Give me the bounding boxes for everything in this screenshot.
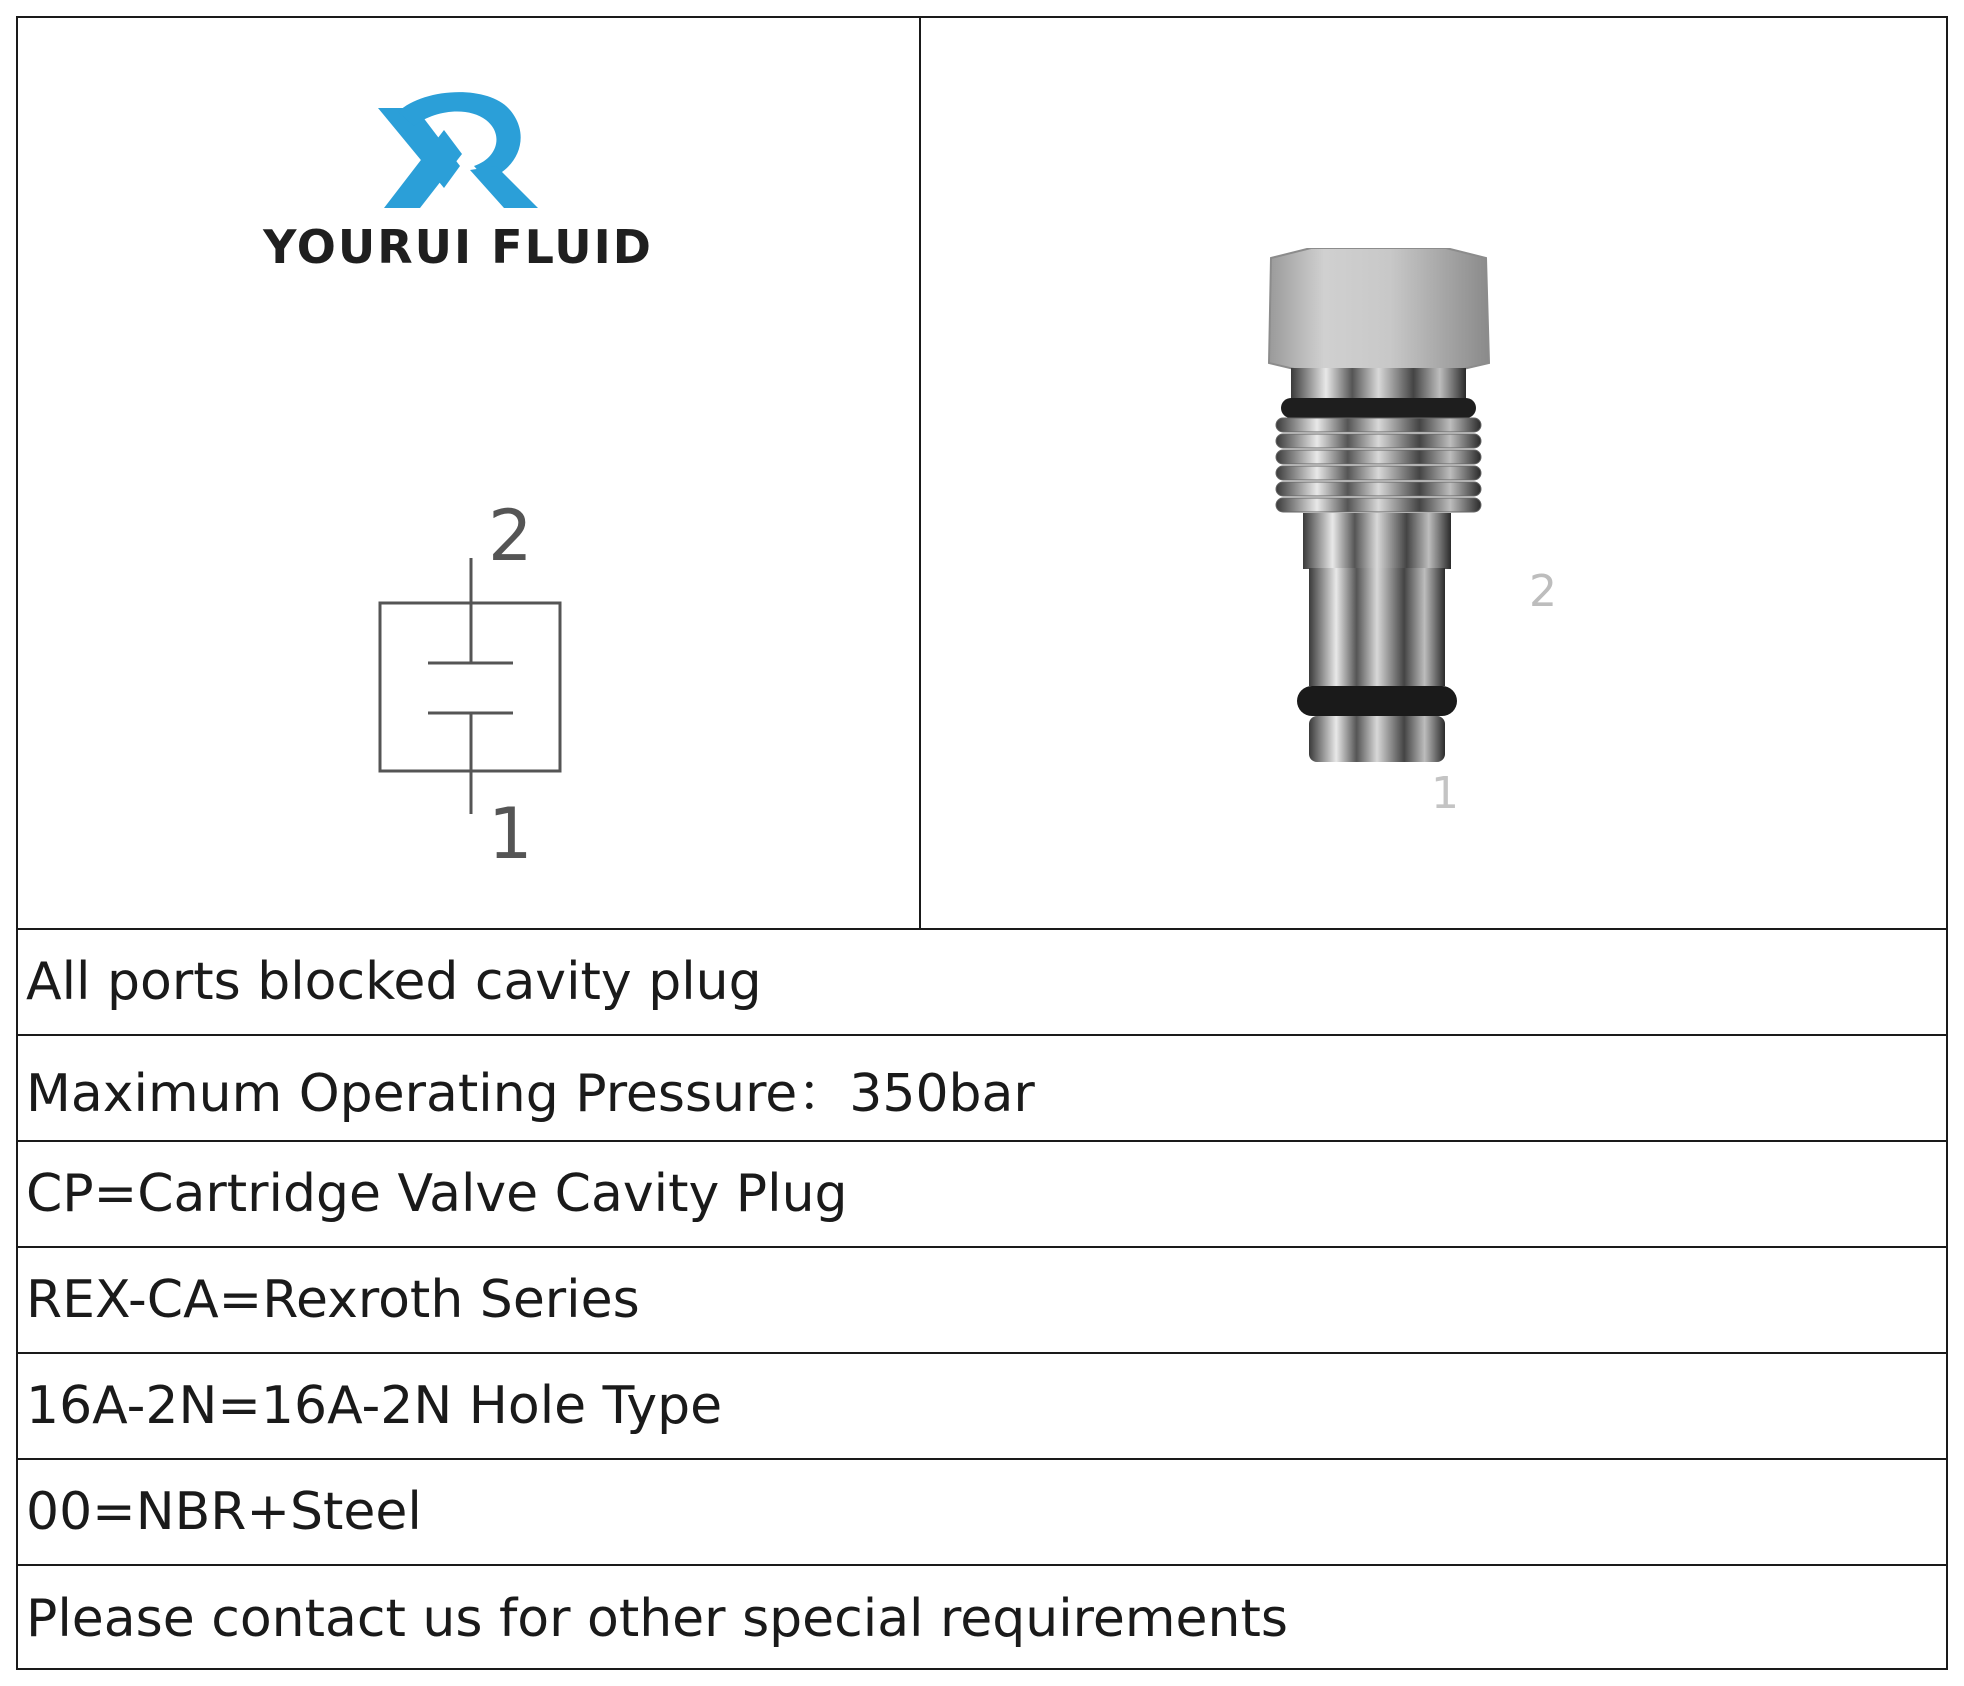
spec-row-cp-code: CP=Cartridge Valve Cavity Plug (18, 1142, 1946, 1248)
photo-port-2-label: 2 (1529, 566, 1557, 617)
product-photo-cell (921, 18, 1946, 928)
symbol-port-2-label: 2 (488, 495, 533, 577)
spec-row-description: All ports blocked cavity plug (18, 930, 1946, 1036)
spec-row-hole-type: 16A-2N=16A-2N Hole Type (18, 1354, 1946, 1460)
symbol-port-1-label: 1 (488, 793, 533, 875)
spec-row-max-pressure: Maximum Operating Pressure：350bar (18, 1036, 1946, 1142)
header-section (18, 18, 1946, 930)
spec-row-contact-note: Please contact us for other special requirements (26, 1589, 1288, 1649)
cavity-plug-symbol (318, 488, 618, 888)
cavity-plug-photo (1191, 248, 1611, 828)
spec-row-material: 00=NBR+Steel (18, 1460, 1946, 1566)
spec-rows (18, 930, 1946, 1672)
brand-logo (248, 70, 668, 300)
spec-row-series-code: REX-CA=Rexroth Series (18, 1248, 1946, 1354)
photo-port-1-label: 1 (1431, 768, 1459, 819)
brand-name: YOURUI FLUID (263, 220, 653, 274)
yr-logo-icon (248, 70, 668, 220)
spec-sheet (16, 16, 1948, 1670)
logo-and-symbol-cell (18, 18, 921, 928)
